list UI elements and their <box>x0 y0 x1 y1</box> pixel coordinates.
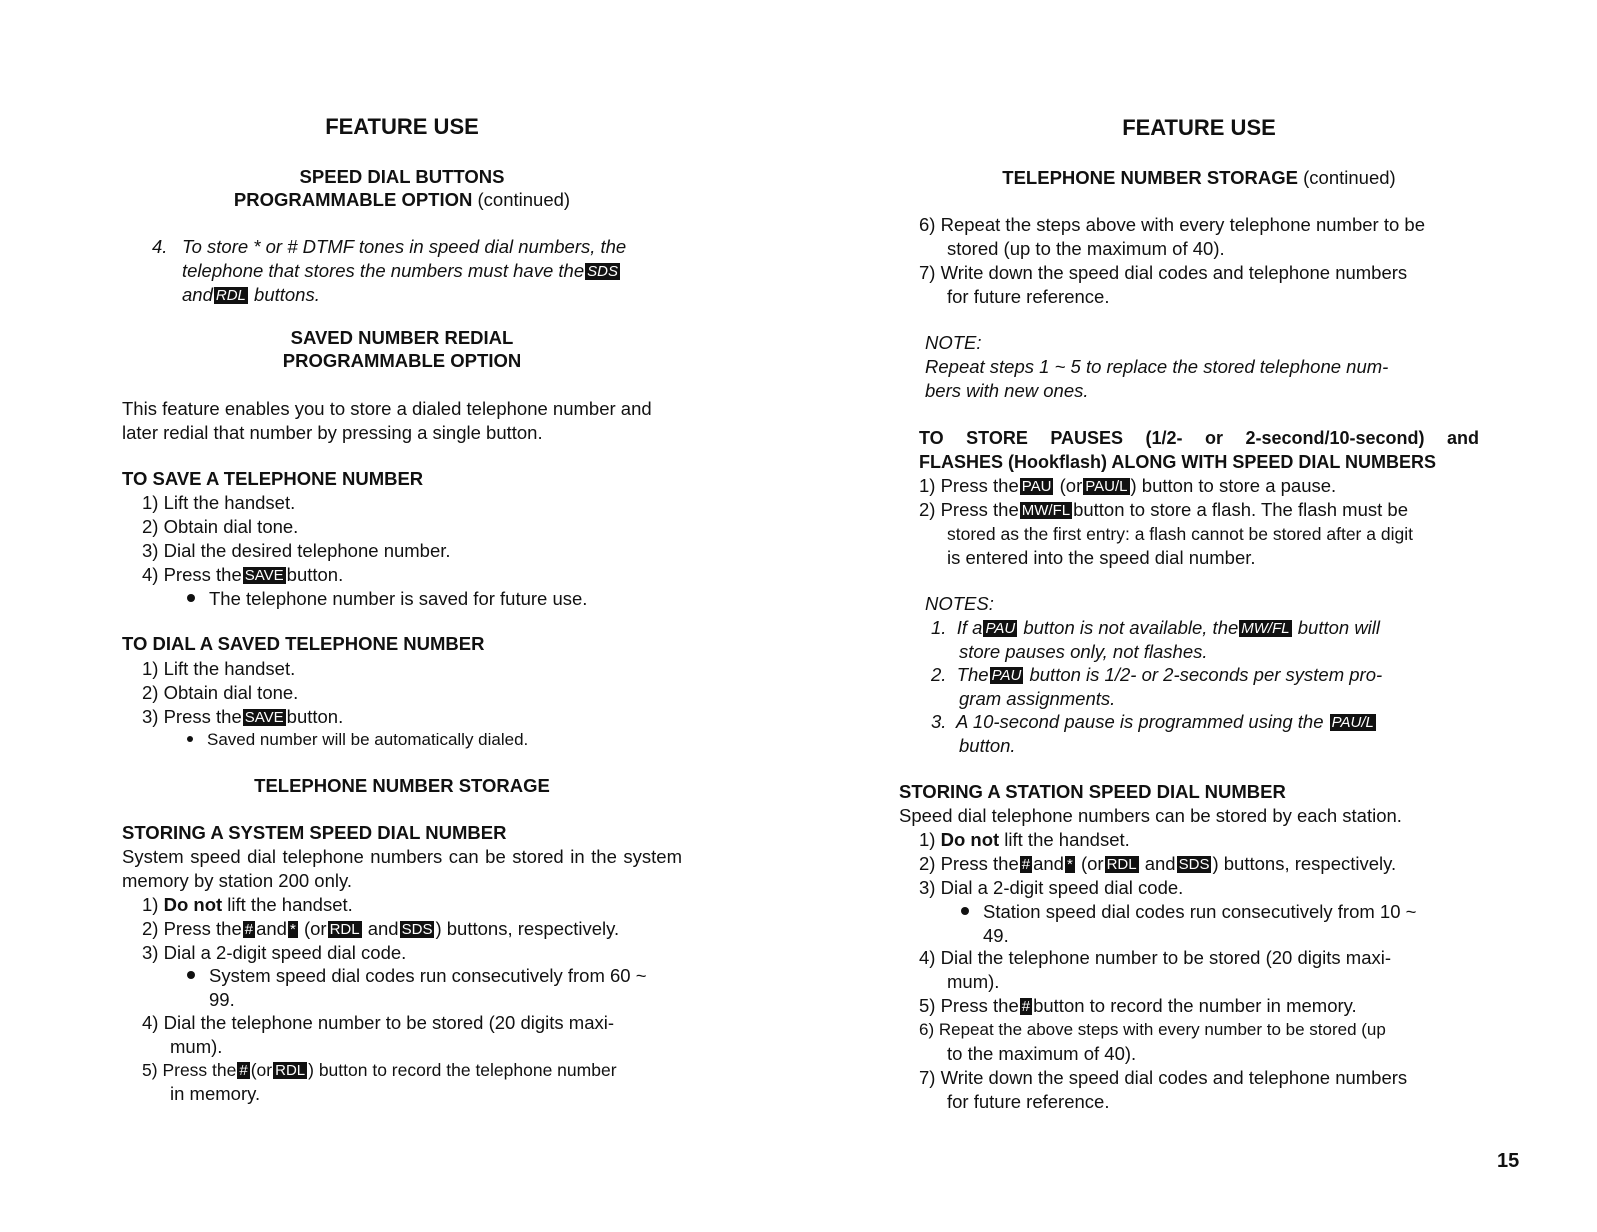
text: (or <box>250 1060 273 1080</box>
section-heading <box>122 326 682 372</box>
rdl-key-icon: RDL <box>275 1062 306 1079</box>
pau-key-icon: PAU <box>1021 478 1052 495</box>
text: button to record the number in memory. <box>1033 995 1357 1016</box>
hash-key-icon: # <box>239 1062 248 1079</box>
text: is entered into the speed dial number. <box>947 547 1256 568</box>
list-item <box>142 563 343 587</box>
text: and <box>182 284 213 305</box>
text: to the maximum of 40). <box>947 1043 1137 1064</box>
text: for future reference. <box>947 286 1110 307</box>
text: Dial the telephone number to be stored (20 digits maxi- <box>940 947 1392 968</box>
text: Press the <box>940 499 1019 520</box>
list-item <box>142 917 619 941</box>
sds-key-icon: SDS <box>401 921 433 938</box>
text: button. <box>959 735 1016 756</box>
heading-suffix: (continued) <box>1303 167 1396 188</box>
note <box>925 331 1485 403</box>
text: button will <box>1297 617 1381 638</box>
text: button is 1/2- or 2-seconds per system pro- <box>1029 664 1383 685</box>
text: Repeat the steps above with every telephone number to be <box>940 214 1425 235</box>
section-heading: TELEPHONE NUMBER STORAGE <box>254 775 550 796</box>
subheading: TO SAVE A TELEPHONE NUMBER <box>122 468 424 489</box>
rdl-key-icon: RDL <box>215 287 246 304</box>
text: Obtain dial tone. <box>163 516 299 537</box>
text: The <box>956 664 989 685</box>
heading-suffix: (continued) <box>477 189 571 210</box>
heading-line: FLASHES (Hookflash) ALONG WITH SPEED DIAL NUMBERS <box>919 452 1437 472</box>
list-item <box>142 941 406 965</box>
text: mum). <box>170 1036 223 1057</box>
text: 49. <box>983 925 1009 946</box>
text: If a <box>956 617 983 638</box>
list-item <box>142 893 353 917</box>
subheading: STORING A SYSTEM SPEED DIAL NUMBER <box>122 822 507 843</box>
item-number: 3) <box>142 706 159 727</box>
pau-key-icon: PAU <box>985 620 1016 637</box>
text: lift the handset. <box>1004 829 1130 850</box>
note-item: 2. The PAU button is 1/2- or 2-seconds per system pro- gram assignments. <box>931 664 1383 709</box>
text-line <box>182 259 682 283</box>
text-line: To store * or # DTMF tones in speed dial numbers, the <box>182 236 627 257</box>
text: mum). <box>947 971 1000 992</box>
rdl-key-icon: RDL <box>329 921 360 938</box>
list-item: 1) Press the PAU (or PAU/L ) button to store a pause. <box>919 475 1337 496</box>
text: buttons. <box>254 284 320 305</box>
text: Lift the handset. <box>163 658 296 679</box>
text: ) button to store a pause. <box>1130 475 1337 496</box>
item-number: 1) <box>142 492 159 513</box>
note-label: NOTE: <box>925 332 982 353</box>
text: store pauses only, not flashes. <box>959 641 1208 662</box>
item-number: 4) <box>142 564 159 585</box>
list-item: 2) Press the MW/FL button to store a flash. The flash must be stored as the first entry: a flash cannot be stored after a digit is entered into the speed dial number. <box>919 498 1479 570</box>
text: The telephone number is saved for future use. <box>209 588 588 609</box>
paul-key-icon: PAU/L <box>1331 714 1374 731</box>
text: Repeat the above steps with every number to be stored (up <box>938 1020 1386 1039</box>
item-number: 3) <box>142 540 159 561</box>
list-item <box>142 1011 614 1059</box>
text: button. <box>286 706 344 727</box>
text: ) buttons, respectively. <box>435 918 620 939</box>
item-number: 4) <box>142 1012 159 1033</box>
list-item <box>152 235 682 307</box>
text: Dial a 2-digit speed dial code. <box>163 942 407 963</box>
list-item: 6) Repeat the steps above with every telephone number to be stored (up to the maximum of 40). <box>919 214 1425 259</box>
text: Lift the handset. <box>163 492 296 513</box>
list-item: 5) Press the # button to record the number in memory. <box>919 995 1357 1016</box>
list-item: 5) Press the # (or RDL ) button to record the telephone number in memory. <box>142 1060 617 1104</box>
list-item: 6) Repeat the above steps with every number to be stored (up to the maximum of 40). <box>919 1020 1386 1064</box>
text: telephone that stores the numbers must have the <box>182 260 585 281</box>
text-line: bers with new ones. <box>925 380 1089 401</box>
item-number: 2) <box>142 682 159 703</box>
hash-key-icon: # <box>1021 998 1031 1015</box>
list-item <box>142 539 451 563</box>
hash-key-icon: # <box>1021 856 1031 873</box>
item-number: 4. <box>152 236 168 257</box>
text: button is not available, the <box>1023 617 1239 638</box>
list-item: 3) Dial a 2-digit speed dial code. <box>919 877 1184 898</box>
item-number: 2) <box>142 516 159 537</box>
notes-label: NOTES: <box>925 593 994 614</box>
text: ) button to record the telephone number <box>308 1060 617 1080</box>
bullet-icon <box>187 736 193 742</box>
text: gram assignments. <box>959 688 1116 709</box>
text: (or <box>303 918 327 939</box>
text: Press the <box>940 853 1019 874</box>
text: Press the <box>163 918 242 939</box>
save-key-icon: SAVE <box>244 567 284 584</box>
item-number: 2) <box>142 918 159 939</box>
text: Saved number will be automatically dialed. <box>207 730 529 749</box>
list-item: 2) Press the # and * (or RDL and SDS ) buttons, respectively. <box>919 853 1397 874</box>
heading-line: TO STORE PAUSES (1/2- or 2-second/10-second) and <box>919 428 1479 448</box>
text: button to store a flash. The flash must be <box>1073 499 1408 520</box>
list-item <box>142 657 295 681</box>
list-item: 7) Write down the speed dial codes and telephone numbers for future reference. <box>919 1067 1408 1112</box>
text: Dial a 2-digit speed dial code. <box>940 877 1184 898</box>
text: and <box>256 918 287 939</box>
list-item: 1) Do not lift the handset. <box>919 829 1130 850</box>
bullet-icon <box>961 907 969 915</box>
text: lift the handset. <box>227 894 353 915</box>
paragraph: System speed dial telephone numbers can be stored in the system memory by station 200 only. <box>122 846 682 891</box>
text: Press the <box>162 1060 237 1080</box>
list-item <box>142 681 298 705</box>
text: and <box>367 918 399 939</box>
star-key-icon: * <box>289 921 296 938</box>
page-title: FEATURE USE <box>325 114 479 139</box>
rdl-key-icon: RDL <box>1106 856 1137 873</box>
bullet-icon <box>187 594 195 602</box>
page-title: FEATURE USE <box>1122 115 1276 140</box>
section-heading <box>122 165 682 211</box>
text-line <box>182 283 682 307</box>
paul-key-icon: PAU/L <box>1085 478 1128 495</box>
list-item <box>142 515 298 539</box>
text: (or <box>1059 475 1083 496</box>
item-number: 1) <box>142 658 159 679</box>
text: and <box>1033 853 1064 874</box>
heading-text: PROGRAMMABLE OPTION <box>233 189 473 210</box>
list-item: 7) Write down the speed dial codes and telephone numbers for future reference. <box>919 262 1408 307</box>
text: Dial the telephone number to be stored (20 digits maxi- <box>163 1012 615 1033</box>
text: Dial the desired telephone number. <box>163 540 451 561</box>
mwfl-key-icon: MW/FL <box>1021 502 1071 519</box>
text: A 10-second pause is programmed using the <box>956 711 1324 732</box>
heading-text: TELEPHONE NUMBER STORAGE <box>1002 167 1298 188</box>
text: Press the <box>163 564 242 585</box>
heading-line: PROGRAMMABLE OPTION <box>282 350 522 371</box>
sds-key-icon: SDS <box>587 263 618 280</box>
bold-text: Do not <box>940 829 1000 850</box>
text: button. <box>286 564 344 585</box>
text: Write down the speed dial codes and telephone numbers <box>940 262 1408 283</box>
text: stored as the first entry: a flash cannot be stored after a digit <box>947 524 1413 544</box>
subheading: TO DIAL A SAVED TELEPHONE NUMBER <box>122 633 485 654</box>
text: in memory. <box>170 1083 261 1104</box>
bullet-icon <box>187 971 195 979</box>
paragraph: Speed dial telephone numbers can be stored by each station. <box>899 805 1402 826</box>
text: 99. <box>209 989 235 1010</box>
sds-key-icon: SDS <box>1178 856 1210 873</box>
list-item: 4) Dial the telephone number to be stored (20 digits maxi- mum). <box>919 947 1392 992</box>
pau-key-icon: PAU <box>991 667 1022 684</box>
heading-line: SAVED NUMBER REDIAL <box>290 327 514 348</box>
section-heading <box>919 166 1479 189</box>
list-item <box>142 705 343 729</box>
text: Press the <box>163 706 242 727</box>
text: for future reference. <box>947 1091 1110 1112</box>
bold-text: Do not <box>163 894 223 915</box>
list-item <box>142 491 295 515</box>
item-number: 3) <box>142 942 159 963</box>
page-number: 15 <box>1497 1150 1520 1172</box>
text: ) buttons, respectively. <box>1212 853 1397 874</box>
star-key-icon: * <box>1066 856 1073 873</box>
mwfl-key-icon: MW/FL <box>1241 620 1290 637</box>
text-line: Repeat steps 1 ~ 5 to replace the stored telephone num- <box>925 356 1389 377</box>
text: stored (up to the maximum of 40). <box>947 238 1225 259</box>
paragraph: This feature enables you to store a dialed telephone number and later redial that number by pressing a single button. <box>122 398 652 443</box>
text: and <box>1144 853 1176 874</box>
hash-key-icon: # <box>244 921 254 938</box>
item-number: 1) <box>142 894 159 915</box>
text: (or <box>1080 853 1104 874</box>
subheading: STORING A STATION SPEED DIAL NUMBER <box>899 781 1286 802</box>
bullet-item <box>961 900 1416 948</box>
note-item: 3. A 10-second pause is programmed using the PAU/L button. <box>931 710 1377 758</box>
bullet-item <box>187 964 647 1012</box>
text: Obtain dial tone. <box>163 682 299 703</box>
text: Press the <box>940 995 1019 1016</box>
subheading <box>919 426 1479 474</box>
note-item: 1. If a PAU button is not available, the MW/FL button will store pauses only, not flashes. <box>931 617 1381 662</box>
text: Press the <box>940 475 1019 496</box>
text: System speed dial codes run consecutively from 60 ~ <box>209 965 647 986</box>
save-key-icon: SAVE <box>244 709 284 726</box>
text: Write down the speed dial codes and telephone numbers <box>940 1067 1408 1088</box>
bullet-item <box>187 587 587 611</box>
text: Station speed dial codes run consecutively from 10 ~ <box>983 901 1417 922</box>
bullet-item <box>187 728 528 752</box>
heading-line <box>122 188 682 211</box>
heading-line: SPEED DIAL BUTTONS <box>299 166 505 187</box>
